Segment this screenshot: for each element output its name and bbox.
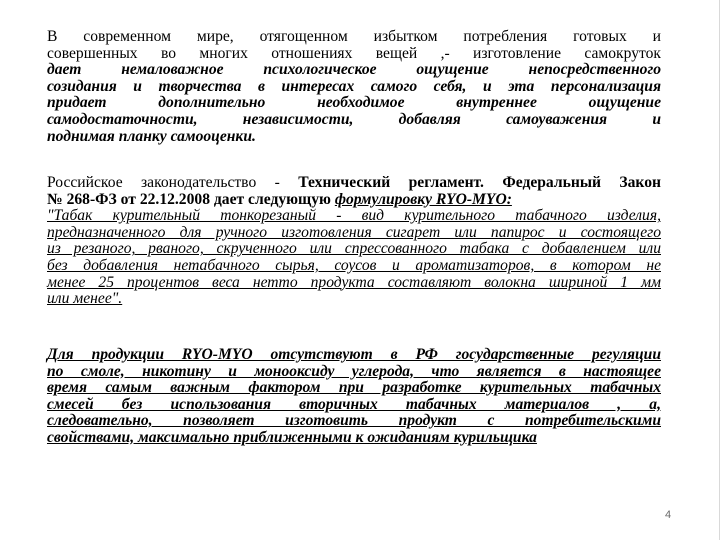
- text-line: [47, 175, 661, 192]
- text-line: поднимая планку самооценки.: [47, 127, 256, 145]
- text-plain: совершенных во многих отношениях вещей ,- изготовление самокруток: [47, 44, 661, 62]
- law-number: № 268-ФЗ от 22.12.2008 дает следующую: [47, 190, 335, 208]
- text-line: В современном мире, отягощенном избытком потребления готовых и: [47, 28, 661, 45]
- definition-line: из резаного, рваного, скрученного или спрессованного табака с добавлением или: [47, 240, 661, 258]
- text-line: [47, 46, 661, 63]
- definition-line: предназначенного для ручного изготовления сигарет или папирос и состоящего: [47, 223, 661, 241]
- paragraph-self-rolling: [47, 29, 661, 145]
- text-line: время самым важным фактором при разработке курительных табачных: [47, 379, 661, 397]
- text-line: смесей без использования вторичных табачных материалов , а,: [47, 395, 661, 413]
- paragraph-legislation: [47, 175, 661, 308]
- text-line: свойствами, максимально приближенными к ожиданиям курильщика: [47, 428, 537, 446]
- text-line: [47, 192, 661, 209]
- ryo-myo-term: формулировку RYO-MYO:: [334, 190, 512, 208]
- regulation-title: Технический регламент. Федеральный Закон: [298, 174, 661, 191]
- text-line: следовательно, позволяет изготовить продукт с потребительскими: [47, 412, 661, 430]
- text-line: самодостаточности, независимости, добавляя самоуважения и: [47, 110, 661, 128]
- text-line: дает немаловажное психологическое ощущение непосредственного: [47, 61, 661, 79]
- text-line: Для продукции RYO-MYO отсутствуют в РФ государственные регуляции: [47, 346, 661, 363]
- definition-line: "Табак курительный тонкорезаный - вид курительного табачного изделия,: [47, 207, 661, 225]
- text-line: придает дополнительно необходимое внутреннее ощущение: [47, 94, 661, 112]
- definition-line: менее 25 процентов веса нетто продукта составляют волокна шириной 1 мм: [47, 273, 661, 291]
- paragraph-regulation: [47, 347, 661, 447]
- text-line: по смоле, никотину и монооксиду углерода, что является в настоящее: [47, 362, 661, 380]
- legislation-intro: Российское законодательство -: [47, 174, 299, 191]
- definition-line: или менее".: [47, 290, 123, 308]
- definition-line: без добавления нетабачного сырья, соусов и ароматизаторов, в котором не: [47, 256, 661, 274]
- text-line: созидания и творчества в интересах самого себя, и эта персонализация: [47, 77, 661, 95]
- page-number: 4: [665, 509, 672, 521]
